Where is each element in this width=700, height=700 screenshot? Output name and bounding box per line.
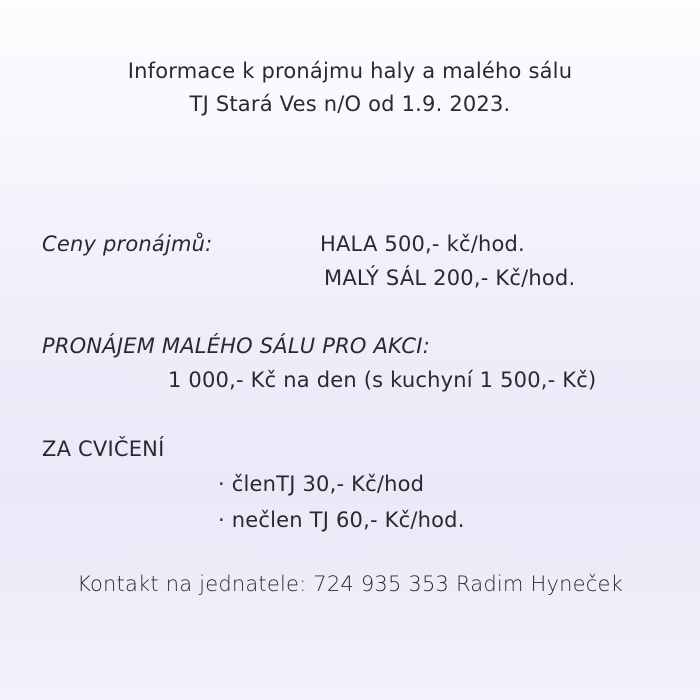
event-rental-heading: PRONÁJEM MALÉHO SÁLU PRO AKCI: xyxy=(42,334,430,358)
exercise-item-member: · členTJ 30,- Kč/hod xyxy=(218,472,425,496)
price-hall: HALA 500,- kč/hod. xyxy=(320,232,525,256)
exercise-heading: ZA CVIČENÍ xyxy=(42,437,165,461)
prices-label: Ceny pronájmů: xyxy=(42,232,213,256)
price-small-hall: MALÝ SÁL 200,- Kč/hod. xyxy=(324,266,576,290)
event-rental-price: 1 000,- Kč na den (s kuchyní 1 500,- Kč) xyxy=(168,368,597,392)
header-line-1: Informace k pronájmu haly a malého sálu xyxy=(127,59,573,83)
header-line-2: TJ Stará Ves n/O od 1.9. 2023. xyxy=(189,92,511,116)
contact-line: Kontakt na jednatele: 724 935 353 Radim Hyneček xyxy=(77,572,623,596)
exercise-item-nonmember: · nečlen TJ 60,- Kč/hod. xyxy=(218,508,465,532)
